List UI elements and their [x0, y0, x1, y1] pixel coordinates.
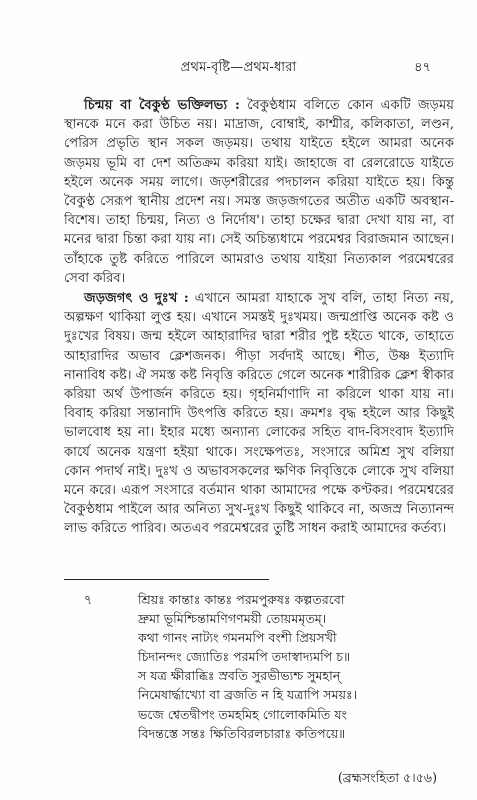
- verse-line: বিদন্তস্তে সন্তঃ ক্ষিতিবিরলচারাঃ কতিপয়ে॥: [138, 725, 346, 741]
- paragraph-vaikuntha: [64, 96, 454, 288]
- running-title: প্রথম-বৃষ্টি—প্রথম-ধারা: [180, 60, 297, 75]
- paragraph-text: বৈকুণ্ঠধাম বলিতে কোন একটি জড়ময় স্থানকে মনে করা উচিত নয়। মাদ্রাজ, বোম্বাই, কাশ্মীর, কলিকাতা, লণ্ডন, পেরিস প্রভৃতি স্থান সকল জড়ময়। তথায় যাইতে হইলে আমরা অনেক জড়ময় ভূমি বা দেশ অতিক্রম করিয়া যাই। জাহাজে বা রেলরোডে যাইতে হইলে অনেক সময় লাগে। জড়শরীরের পদচালন করিয়া যাইতে হয়। কিন্তু বৈকুণ্ঠ সেরূপ স্থানীয় প্রদেশ নয়। সমস্ত জড়জগতের অতীত একটি অবস্থান-বিশেষ। তাহা চিন্ময়, নিত্য ও নির্দোষ'। তাহা চক্ষের দ্বারা দেখা যায় না, বা মনের দ্বারা চিন্তা করা যায় না। সেই অচিন্ত্যধামে পরমেশ্বর বিরাজমান আছেন। তাঁহাকে তুষ্ট করিতে পারিলে আমরাও তথায় যাইয়া নিত্যকাল পরমেশ্বরের সেবা করিব।: [64, 98, 455, 286]
- paragraph-text: এখানে আমরা যাহাকে সুখ বলি, তাহা নিত্য নয়, অল্পক্ষণ থাকিয়া লুপ্ত হয়। এখানে সমস্তই দুঃখময়। জন্মপ্রাপ্তি অনেক কষ্ট ও দুঃখের বিষয়। জন্ম হইলে আহারাদির দ্বারা শরীর পুষ্ট হইতে থাকে, তাহাতে আহারাদির অভাব ক্লেশজনক। পীড়া সর্বদাই আছে। শীত, উষ্ণ ইত্যাদি নানাবিধ কষ্ট। ঐ সমস্ত কষ্ট নিবৃত্তি করিতে গেলে অনেক শারীরিক ক্লেশ স্বীকার করিয়া অর্থ উপার্জন করিতে হয়। গৃহনির্মাণাদি না করিলে থাকা যায় না। বিবাহ করিয়া সন্তানাদি উৎপত্তি করিতে হয়। ক্রমশঃ বৃদ্ধ হইলে আর কিছুই ভালবোধ হয় না। ইহার মধ্যে অন্যান্য লোকের সহিত বাদ-বিসংবাদ ইত্যাদি কার্যে অনেক যন্ত্রণা হইয়া থাকে। সংক্ষেপতঃ, সংসারে অমিশ্র সুখ বলিয়া কোন পদার্থ নাই। দুঃখ ও অভাবসকলের ক্ষণিক নিবৃত্তিকে লোকে সুখ বলিয়া মনে করে। এরূপ সংসারে বর্তমান থাকা আমাদের পক্ষে কণ্টকর। পরমেশ্বরের বৈকুণ্ঠধাম পাইলে আর অনিত্য সুখ-দুঃখ কিছুই থাকিবে না, অজস্র নিত্যানন্দ লাভ করিতে পারিব। অতএব পরমেশ্বরের তুষ্টি সাধন করাই আমাদের কর্তব্য।: [64, 291, 454, 537]
- footnote-divider: [64, 579, 269, 580]
- paragraph-heading: চিন্ময় বা বৈকুণ্ঠ ভক্তিলভ্য :: [84, 98, 240, 113]
- verse-line: চিদানন্দং জ্যোতিঃ পরমপি তদাস্বাদ্যমপি চ॥: [138, 649, 351, 665]
- verse-line: শ্রিয়ঃ কান্তাঃ কান্তঃ পরমপুরুষঃ কল্পতরবো: [138, 592, 345, 607]
- footnote-source: (ব্রহ্মসংহিতা ৫।৫৬): [337, 770, 437, 785]
- paragraph-heading: জড়জগৎ ও দুঃখ :: [84, 291, 189, 307]
- body-text: [64, 96, 454, 540]
- page-header: [0, 56, 477, 78]
- verse-line: নিমেষার্দ্ধাখ্যো বা ব্রজতি ন হি যত্রাপি সময়ঃ।: [138, 687, 358, 703]
- footnote-number: ৭: [84, 592, 93, 607]
- paragraph-material-world: [64, 289, 454, 539]
- page-number: ৪৭: [414, 60, 431, 75]
- footnote-verse: [138, 590, 444, 743]
- verse-line: স যত্র ক্ষীরাব্ধিঃ স্রবতি সুরভীভ্যশ্চ সুমহান্: [138, 668, 341, 684]
- verse-line: কথা গানং নাট্যং গমনমপি বংশী প্রিয়সখী: [138, 630, 337, 646]
- verse-line: ভজে শ্বেতদ্বীপং তমহমিহ গোলোকমিতি যং: [138, 706, 348, 722]
- footnote: [64, 590, 444, 743]
- verse-line: দ্রুমা ভূমিশ্চিন্তামণিগণময়ী তোয়মমৃতম্।: [138, 611, 327, 627]
